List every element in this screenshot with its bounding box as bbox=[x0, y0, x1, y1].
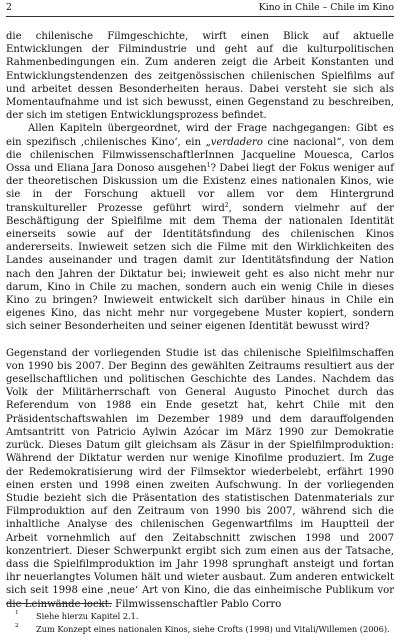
paragraph-2-part-d: , sondern vielmehr auf der Beschäftigung der Spielfilme mit dem Thema der nationalen Identität einerseits sowie auf der Identitätsfindung des chilenischen Kinos andererseits. Inwieweit setzen sich die Filme mit den Wirklichkeiten des Landes auseinander und tragen damit zur Identitätsfindung der Nation nach den Jahren der Diktatur bei; inwieweit geht es also nicht mehr nur darum, Kino in Chile zu machen, sondern auch ein wenig Chile in dieses Kino zu bringen? Inwieweit entwickelt sich darüber hinaus in Chile ein eigenes Kino, das nicht mehr nur vorgegebene Muster kopiert, sondern sich seiner Besonderheiten und seiner eigenen Identität bewusst wird? bbox=[6, 202, 394, 333]
paragraph-3: Gegenstand der vorliegenden Studie ist das chilenische Spielfilmschaffen von 1990 bis 2007. Der Beginn des gewählten Zeitraums resultiert aus der gesellschaftlichen und politischen Geschichte des Landes. Nachdem das Volk der Militärherrschaft von General Augusto Pinochet durch das Referendum von 1988 ein Ende gesetzt hat, kehrt Chile mit den Präsidentschaftswahlen im Dezember 1989 und dem darauffolgenden Amtsantritt von Patricio Aylwin Azócar im März 1990 zur Demokratie zurück. Dieses Datum gilt gleichsam als Zäsur in der Spielfilmproduktion: Während der Diktatur werden nur wenige Kinofilme produziert. Im Zuge der Redemokratisierung wird der Filmsektor wiederbelebt, erfährt 1990 einen ersten und 1998 einen zweiten Aufschwung. In der vorliegenden Studie bezieht sich die Präsentation des statistischen Datenmaterials zur Filmproduktion auf den Zeitraum von 1990 bis 2007, während sich die inhaltliche Analyse des chilenischen Gegenwartfilms im Hauptteil der Arbeit vornehmlich auf den Zeitabschnitt zwischen 1998 und 2007 konzentriert. Dieser Schwerpunkt ergibt sich zum einen aus der Tatsache, dass die Spielfilmproduktion im Jahr 1998 sprunghaft ansteigt und fortan ihr neuerlangtes Volumen hält und wieter ausbaut. Zum anderen entwickelt sich seit 1998 eine ‚neue‘ Art von Kino, die das einheimische Publikum vor die Leinwände lockt. Filmwissenschaftler Pablo Corro bbox=[6, 347, 394, 610]
header-rule bbox=[6, 16, 394, 17]
footnote-mark: 1 bbox=[15, 610, 19, 616]
running-head bbox=[0, 0, 400, 14]
italic-term: verdadero bbox=[210, 136, 263, 148]
paragraph-2 bbox=[6, 122, 394, 333]
footnote-mark: 2 bbox=[15, 623, 19, 629]
footnote-ref-1[interactable]: 1 bbox=[206, 162, 211, 170]
page-number: 2 bbox=[6, 2, 12, 13]
footnotes bbox=[6, 610, 394, 636]
footnote-text: Siehe hierzu Kapitel 2.1. bbox=[36, 611, 139, 621]
paragraph-2-part-a: Allen Kapiteln übergeordnet, wird der Frage nachgegangen: Gibt es ein spezifisch ‚chilenisches Kino‘, ein „ bbox=[6, 123, 394, 148]
body-text bbox=[6, 30, 394, 611]
footnote-1 bbox=[6, 610, 394, 623]
paragraph-2-part-c: ? Dabei liegt der Fokus weniger auf der theoretischen Diskussion um die Existenz eines nationalen Kinos, wie sie in der Forschung aktuell vor allem vor dem Hintergrund transkultureller Prozesse geführt wird bbox=[6, 163, 394, 214]
paragraph-1: die chilenische Filmgeschichte, wirft einen Blick auf aktuelle Entwicklungen der Filmindustrie und geht auf die kulturpolitischen Rahmenbedingungen ein. Zum anderen zeigt die Arbeit Konstanten und Entwicklungstendenzen des zeitgenössischen chilenischen Spielfilms auf und arbeitet dessen Besonderheiten heraus. Dabei versteht sie sich als Momentaufnahme und ist sich bewusst, einen Gegenstand zu beschreiben, der sich im stetigen Entwicklungsprozess befindet. bbox=[6, 31, 394, 122]
paragraph-2-part-b: cine nacional“, von dem die chilenischen FilmwissenschaftlerInnen Jacqueline Mouesca, Carlos Ossa und Eliana Jara Donoso ausgehen bbox=[6, 136, 394, 175]
footnote-rule bbox=[6, 603, 112, 604]
running-title: Kino in Chile – Chile im Kino bbox=[258, 2, 394, 13]
footnote-ref-2[interactable]: 2 bbox=[224, 201, 229, 209]
footnote-text: Zum Konzept eines nationalen Kinos, siehe Crofts (1998) und Vitali/Willemen (2006). bbox=[36, 624, 390, 634]
footnote-2 bbox=[6, 623, 394, 636]
